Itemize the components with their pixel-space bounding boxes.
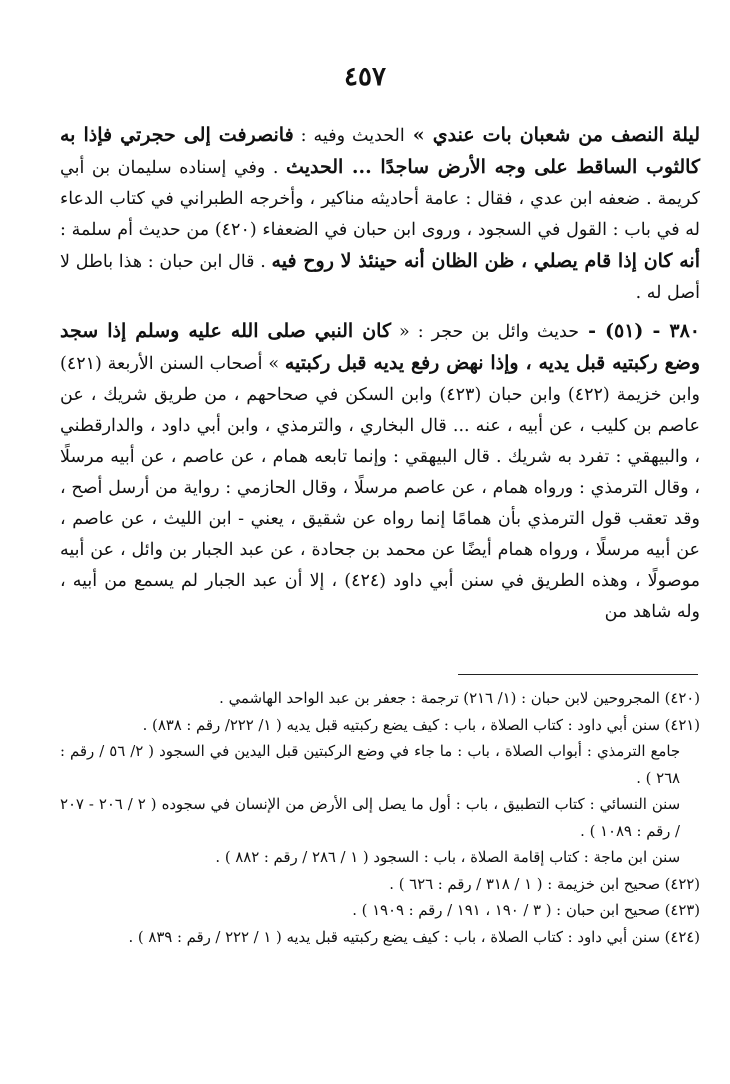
text-run: أنه كان إذا قام يصلي ، ظن الظان أنه حينئذ لا روح فيه (271, 250, 700, 272)
paragraph-hadith-380 (60, 316, 700, 628)
text-run: كان النبي صلى الله عليه وسلم إذا سجد وضع ركبتيه قبل يديه ، وإذا نهض رفع يديه قبل ركبتيه (60, 320, 700, 374)
text-run: الحديث وفيه : (293, 126, 405, 146)
footnote: (٤٢٣) صحيح ابن حبان : ( ٣ / ١٩٠ ، ١٩١ / رقم : ١٩٠٩ ) . (352, 902, 700, 919)
footnote-divider (458, 674, 698, 675)
footnote: (٤٢٢) صحيح ابن خزيمة : ( ١ / ٣١٨ / رقم : ٦٢٦ ) . (389, 875, 700, 893)
text-run: . قال ابن حبان : هذا باطل لا أصل له . (60, 252, 700, 303)
text-run: . وفي إسناده سليمان بن أبي كريمة . ضعفه ابن عدي ، فقال : عامة أحاديثه مناكير ، وأخرجه الطبراني في كتاب الدعاء له في باب : القول في السجود ، وروى ابن حبان في الضعفاء (٤٢٠) من حديث أم سلمة : (60, 158, 700, 240)
text-run: فانصرفت إلى حجرتي فإذا به كالثوب الساقط على وجه الأرض ساجدًا ... الحديث (60, 124, 700, 178)
page-number: ٤٥٧ (344, 62, 386, 92)
footnote: جامع الترمذي : أبواب الصلاة ، باب : ما جاء في وضع الركبتين قبل اليدين في السجود ( ٢/ ٥٦ / رقم : ٢٦٨ ) . (60, 743, 680, 787)
main-text (60, 120, 700, 628)
footnote: (٤٢٤) سنن أبي داود : كتاب الصلاة ، باب : كيف يضع ركبتيه قبل يديه ( ١ / ٢٢٢ / رقم : ٨٣٩ ) . (128, 928, 700, 946)
text-run: ليلة النصف من شعبان بات عندي » (404, 124, 700, 146)
footnotes (60, 686, 700, 951)
text-run: ٣٨٠ - (٥١) - (579, 320, 701, 342)
text-run: حديث وائل بن حجر : « (391, 322, 580, 342)
footnote: سنن النسائي : كتاب التطبيق ، باب : أول ما يصل إلى الأرض من الإنسان في سجوده ( ٢ / ٢٠٦ - ٢٠٧ / رقم : ١٠٨٩ ) . (60, 796, 680, 840)
text-run: » أصحاب السنن الأربعة (٤٢١) وابن خزيمة (٤٢٢) وابن حبان (٤٢٣) وابن السكن في صحاحهم ، من طريق شريك ، عن عاصم بن كليب ، عن أبيه ، عنه ... قال البخاري ، والترمذي ، وابن أبي داود ، والدارقطني ، والبيهقي : تفرد به شريك . قال البيهقي : وإنما تابعه همام ، عن عاصم ، عن أبيه مرسلًا ، وقال الترمذي : ورواه همام ، عن عاصم مرسلًا ، وقال الحازمي : رواية من أرسل أصح ، وقد تعقب قول الترمذي بأن همامًا إنما رواه عن شقيق ، يعني - ابن الليث ، عن عاصم ، عن أبيه مرسلًا ، ورواه همام أيضًا عن محمد بن جحادة ، عن عبد الجبار بن وائل ، عن أبيه موصولًا ، وهذه الطريق في سنن أبي داود (٤٢٤) ، إلا أن عبد الجبار لم يسمع من أبيه ، وله شاهد من (60, 354, 700, 622)
footnote: (٤٢١) سنن أبي داود : كتاب الصلاة ، باب : كيف يضع ركبتيه قبل يديه ( ١/ ٢٢٢/ رقم : ٨٣٨) . (142, 716, 700, 734)
paragraph-1 (60, 120, 700, 309)
footnote: سنن ابن ماجة : كتاب إقامة الصلاة ، باب : السجود ( ١ / ٢٨٦ / رقم : ٨٨٢ ) . (215, 849, 680, 866)
footnote: (٤٢٠) المجروحين لابن حبان : (١/ ٢١٦) ترجمة : جعفر بن عبد الواحد الهاشمي . (219, 690, 700, 707)
